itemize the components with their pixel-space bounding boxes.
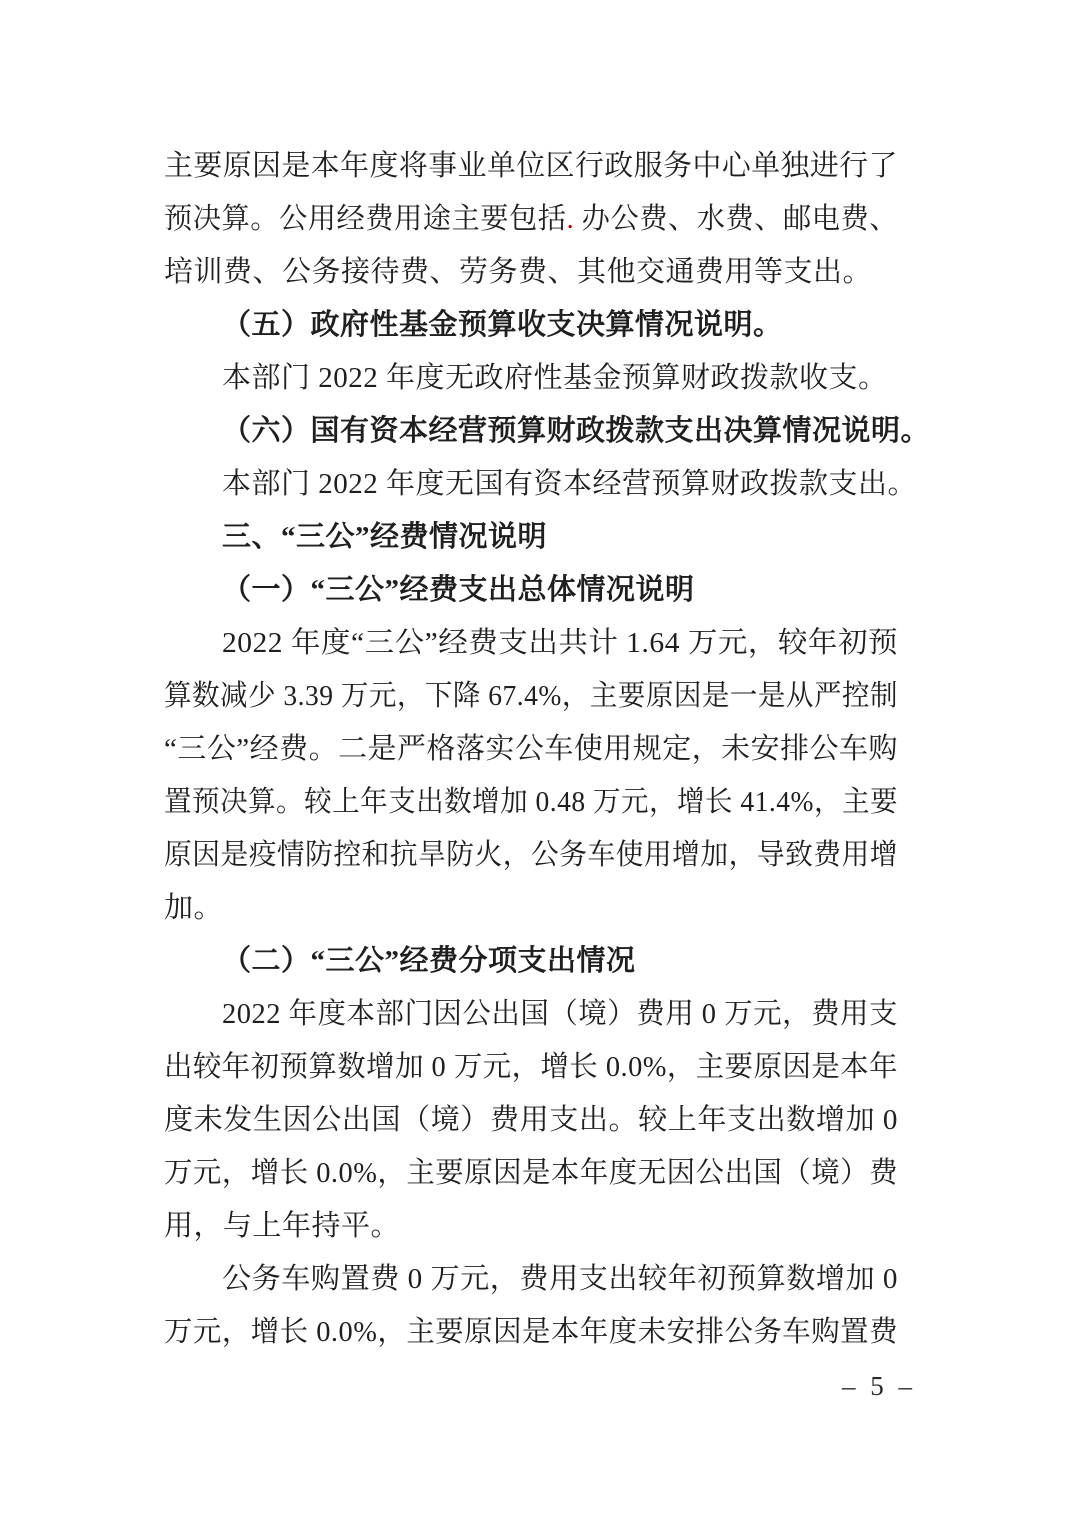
- para-3-1-line-6: [164, 882, 898, 935]
- heading-part-3: [164, 511, 898, 564]
- line-text: [164, 193, 898, 246]
- para-3-1-line-5: [164, 829, 898, 882]
- line-text: [222, 458, 917, 511]
- para-carryover-line-1: [164, 140, 898, 193]
- text-segment: 本部门 2022 年度无政府性基金预算财政拨款收支。: [222, 362, 888, 394]
- text-segment: （六）国有资本经营预算财政拨款支出决算情况说明。: [222, 415, 931, 447]
- text-segment: （二）“三公”经费分项支出情况: [222, 945, 636, 977]
- text-segment: 算数减少 3.39 万元，下降 67.4%，主要原因是一是从严控制: [164, 680, 898, 712]
- para-3-1-line-1: [164, 617, 898, 670]
- line-text: [222, 511, 547, 564]
- text-segment: 用，与上年持平。: [164, 1210, 401, 1242]
- para-3-1-line-4: [164, 776, 898, 829]
- text-segment: 万元，增长 0.0%，主要原因是本年度未安排公务车购置费: [164, 1316, 898, 1348]
- text-segment: （五）政府性基金预算收支决算情况说明。: [222, 309, 783, 341]
- para-3-2-line-4: [164, 1147, 898, 1200]
- text-segment: 公务车购置费 0 万元，费用支出较年初预算数增加 0: [222, 1263, 898, 1295]
- line-text: [222, 405, 930, 458]
- line-text: [164, 1200, 400, 1253]
- para-3-2-line-7: [164, 1306, 898, 1359]
- document-text-body: [164, 140, 931, 1359]
- line-text: [164, 1147, 898, 1200]
- text-segment: 三、“三公”经费情况说明: [222, 521, 548, 553]
- line-text: [164, 723, 898, 776]
- heading-section-6: [164, 405, 931, 458]
- text-segment: 加。: [164, 892, 224, 924]
- red-period-mark: .: [566, 203, 575, 235]
- para-3-2-line-1: [164, 988, 898, 1041]
- text-segment: 主要原因是本年度将事业单位区行政服务中心单独进行了: [164, 150, 898, 182]
- para-3-1-line-2: [164, 670, 898, 723]
- line-text: [164, 776, 898, 829]
- line-text: [164, 882, 223, 935]
- para-carryover-line-2: [164, 193, 898, 246]
- para-3-2-line-5: [164, 1200, 898, 1253]
- para-3-2-line-2: [164, 1041, 898, 1094]
- page-number: – 5 –: [842, 1371, 916, 1401]
- para-section-5-line-1: [164, 352, 898, 405]
- line-text: [222, 1253, 898, 1306]
- text-segment: 本部门 2022 年度无国有资本经营预算财政拨款支出。: [222, 468, 918, 500]
- text-segment: 2022 年度“三公”经费支出共计 1.64 万元，较年初预: [222, 627, 898, 659]
- heading-part-3-1: [164, 564, 898, 617]
- heading-part-3-2: [164, 935, 898, 988]
- para-section-6-line-1: [164, 458, 918, 511]
- line-text: [222, 352, 888, 405]
- line-text: [164, 670, 898, 723]
- line-text: [164, 246, 872, 299]
- line-text: [222, 299, 783, 352]
- para-3-2-line-6: [164, 1253, 898, 1306]
- text-segment: （一）“三公”经费支出总体情况说明: [222, 574, 695, 606]
- line-text: [164, 1306, 898, 1359]
- line-text: [222, 988, 898, 1041]
- heading-section-5: [164, 299, 898, 352]
- text-segment: 出较年初预算数增加 0 万元，增长 0.0%，主要原因是本年: [164, 1051, 898, 1083]
- line-text: [222, 617, 898, 670]
- text-segment: 万元，增长 0.0%，主要原因是本年度无因公出国（境）费: [164, 1157, 898, 1189]
- text-segment: 置预决算。较上年支出数增加 0.48 万元，增长 41.4%，主要: [164, 786, 898, 818]
- text-segment: 办公费、水费、邮电费、: [574, 203, 898, 235]
- para-carryover-line-3: [164, 246, 898, 299]
- text-segment: “三公”经费。二是严格落实公车使用规定，未安排公车购: [164, 733, 898, 765]
- line-text: [222, 935, 636, 988]
- para-3-2-line-3: [164, 1094, 898, 1147]
- text-segment: 2022 年度本部门因公出国（境）费用 0 万元，费用支: [222, 998, 898, 1030]
- text-segment: 原因是疫情防控和抗旱防火，公务车使用增加，导致费用增: [164, 839, 898, 871]
- line-text: [222, 564, 695, 617]
- line-text: [164, 829, 898, 882]
- line-text: [164, 1094, 898, 1147]
- text-segment: 度未发生因公出国（境）费用支出。较上年支出数增加 0: [164, 1104, 898, 1136]
- line-text: [164, 1041, 898, 1094]
- text-segment: 预决算。公用经费用途主要包括: [164, 203, 567, 235]
- para-3-1-line-3: [164, 723, 898, 776]
- text-segment: 培训费、公务接待费、劳务费、其他交通费用等支出。: [164, 256, 873, 288]
- line-text: [164, 140, 898, 193]
